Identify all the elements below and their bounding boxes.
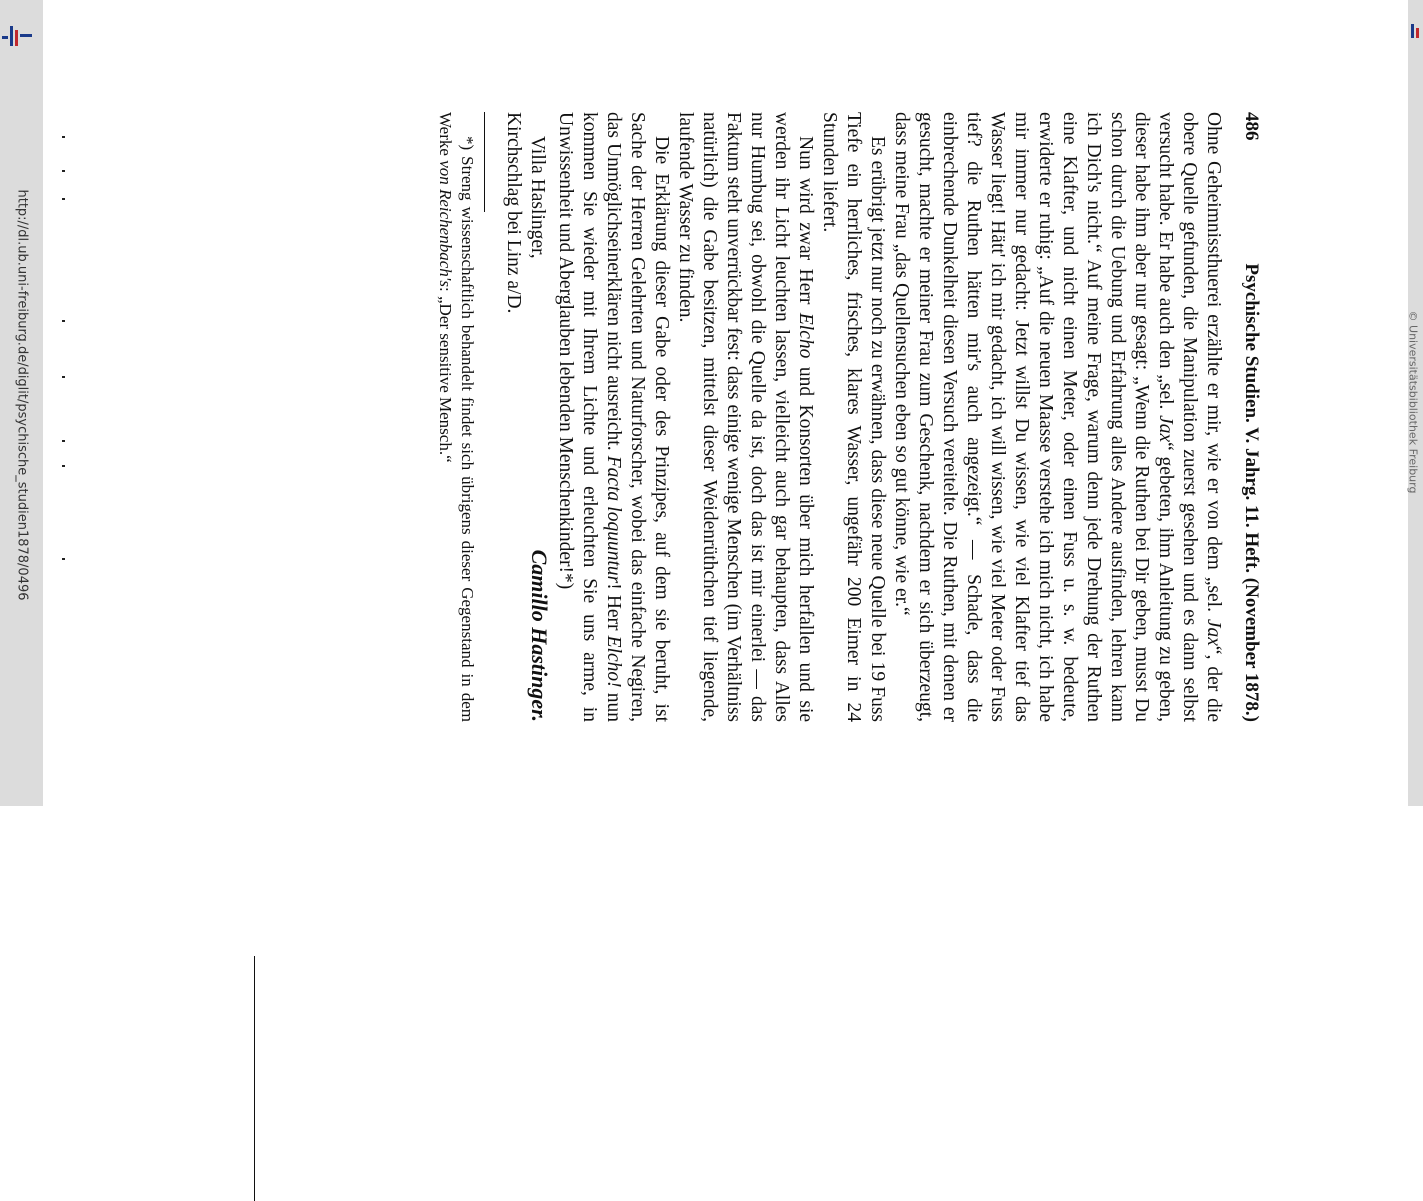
place-2: Kirchschlag bei Linz a/D. [503, 112, 524, 314]
place: Villa Haslinger, [527, 136, 548, 259]
page-number: 486 [1241, 112, 1262, 141]
paragraph-1: Ohne Geheimnissthuerei erzählte er mir, wie er von dem „sel. Jax“, der die obere Quelle gefunden, die Manipulation zuerst gesehen und es dann selbst versucht habe. Er habe auch den „sel. Jax“ gebeten, ihm Anleitung zu geben, dieser habe ihm aber nur gesagt: „Wenn die Ruthen bei Dir geben, musst Du schon durch die Uebung und Erfahrung alles Andere ausfinden, lehren kann ich Dich's nicht.“ Auf meine Frage, warum denn jede Drehung der Ruthen eine Klafter, und nicht einen Meter, oder einen Fuss u. s. w. bedeute, erwiderte er ruhig: „Auf die neuen Maasse verstehe ich mich nicht, ich habe mir immer nur gedacht: Jetzt willst Du wissen, wie viel Klafter tief das Wasser liegt! Hätt' ich mir gedacht, ich will wissen, wie viel Meter oder Fuss tief? die Ruthen hätten mir's auch angezeigt.“ — Schade, dass die einbrechende Dunkelheit diesen Versuch vereitelte. Die Ruthen, mit denen er gesucht, machte er meiner Frau zum Geschenk, nachdem er sich überzeugt, dass meine Frau „das Quellensuchen eben so gut könne, wie er.“ [891, 112, 1224, 722]
footnote: *) Streng wissenschaftlich behandelt findet sich übrigens dieser Gegenstand in dem Werke von Reichenbach's: „Der sensitive Mensch.“ [436, 112, 477, 722]
running-header [1239, 112, 1263, 722]
page-text [434, 112, 1263, 722]
source-url[interactable]: http://dl.ub.uni-freiburg.de/diglit/psychische_studien1878/0496 [14, 189, 30, 601]
footnote-rule [484, 112, 485, 212]
copyright-watermark: © Universitätsbibliothek Freiburg [1406, 310, 1420, 494]
running-title: Psychische Studien. V. Jahrg. 11. Heft. (November 1878.) [1241, 263, 1262, 722]
paragraph-2: Es erübrigt jetzt nur noch zu erwähnen, dass diese neue Quelle bei 19 Fuss Tiefe ein herrliches, frisches, klares Wasser, ungefähr 200 Eimer in 24 Stunden liefert. [819, 112, 888, 722]
page-fold-line [254, 956, 255, 1201]
paragraph-4: Die Erklärung dieser Gabe oder des Prinzipes, auf dem sie beruht, ist Sache der Herren Gelehrten und Naturforscher, wobei das einfache Negiren, das Unmöglichseinerklären nicht ausreicht. Facta loquuntur! Herr Elcho! nun kommen Sie wieder mit Ihrem Lichte und erleuchten Sie uns arme, in Unwissenheit und Aberglauben lebenden Menschenkinder!*) [555, 112, 672, 722]
paragraph-3: Nun wird zwar Herr Elcho und Konsorten über mich herfallen und sie werden ihr Licht leuchten lassen, vielleicht auch gar behaupten, dass Alles nur Humbug sei, obwohl die Quelle da ist, doch das ist mir einerlei — das Faktum steht unverrückbar fest: dass einige wenige Menschen (im Verhältniss natürlich) die Gabe besitzen, mittelst dieser Weidenrüthchen tief liegende, laufende Wasser zu finden. [675, 112, 816, 723]
signature-row [525, 112, 551, 722]
author-signature: Camillo Hastinger. [527, 549, 552, 722]
